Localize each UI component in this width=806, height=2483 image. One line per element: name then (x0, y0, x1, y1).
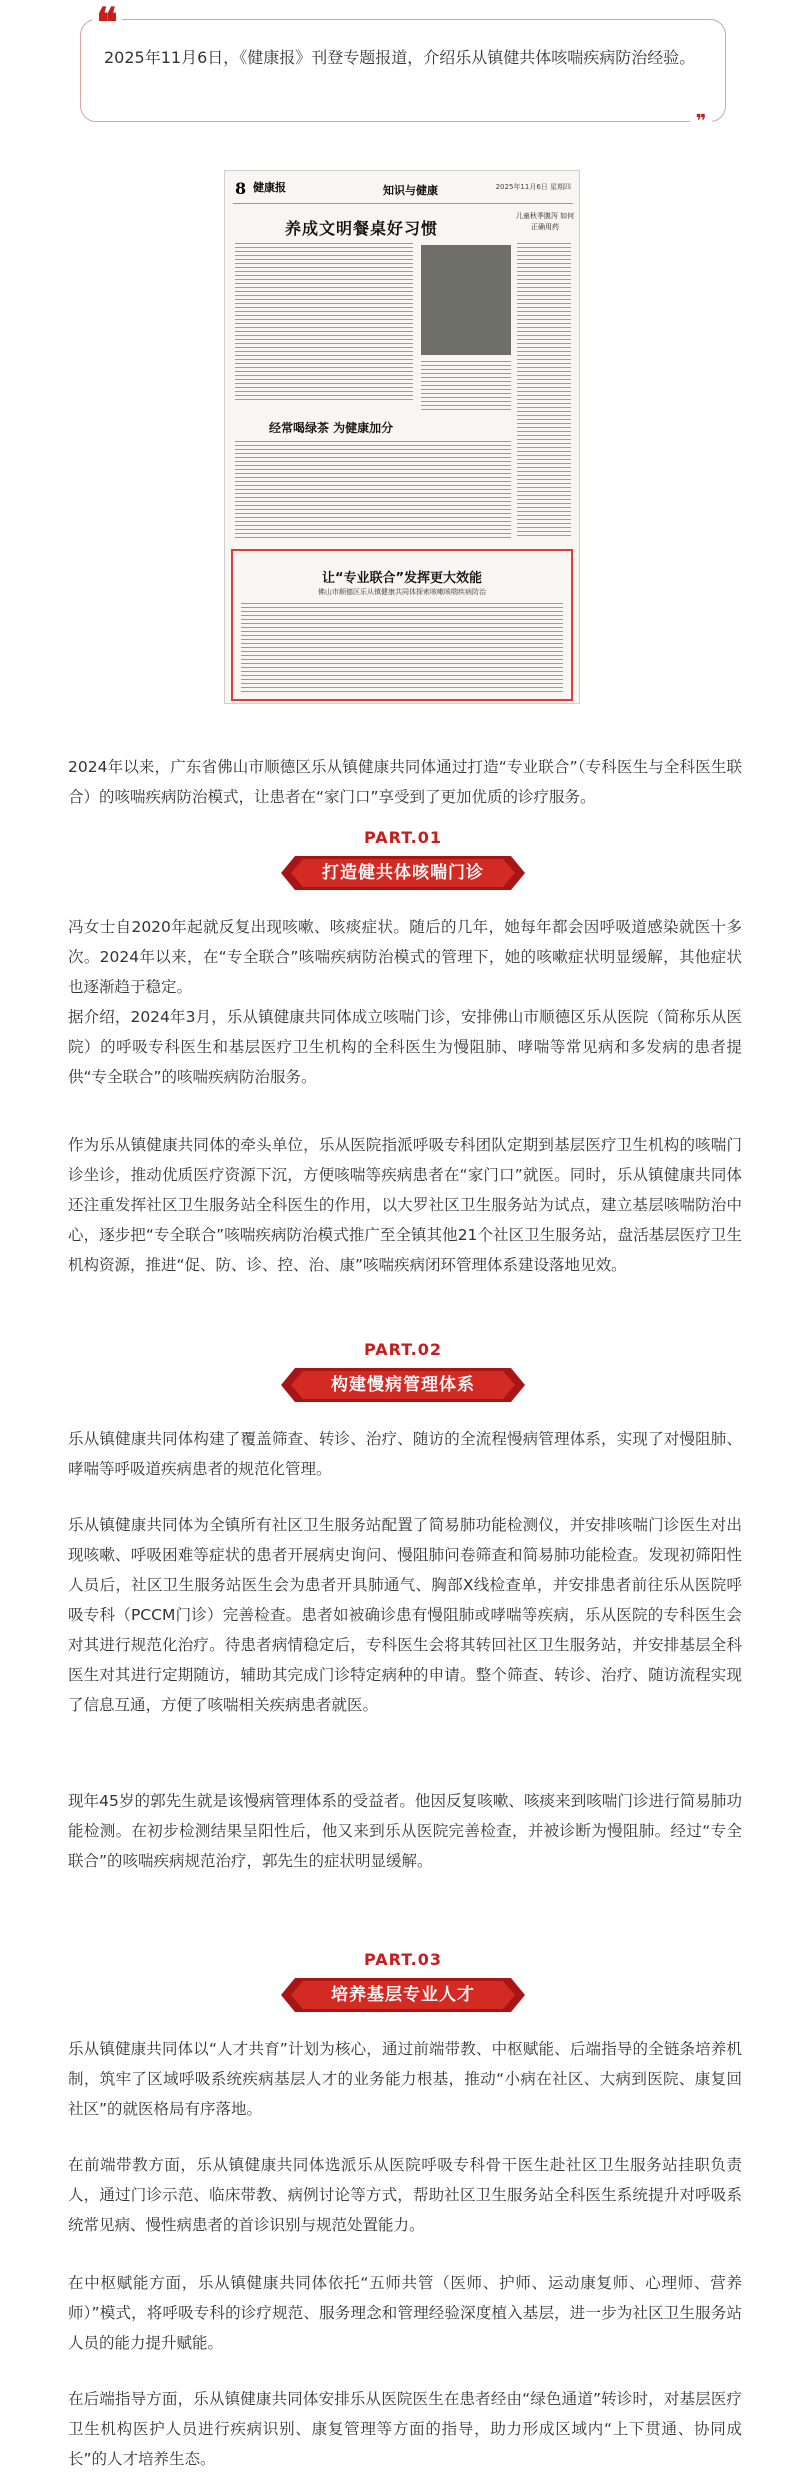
newspaper-text-block (421, 361, 511, 411)
section-paragraph: 乐从镇健康共同体构建了覆盖筛查、转诊、治疗、随访的全流程慢病管理体系，实现了对慢阻肺、哮喘等呼吸道疾病患者的规范化管理。 (68, 1430, 742, 1478)
newspaper-text-block (241, 603, 563, 695)
newspaper-headline-1: 养成文明餐桌好习惯 (285, 219, 439, 238)
newspaper-photo-caption: 公勺公筷 文明用餐 (679, 356, 703, 387)
section-paragraph: 在前端带教方面，乐从镇健康共同体选派乐从医院呼吸专科骨干医生赴社区卫生服务站挂职负责人，通过门诊示范、临床带教、病例讨论等方式，帮助社区卫生服务站全科医生系统提升对呼吸系统常见病、慢性病患者的首诊识别与规范处置能力。 (68, 2156, 742, 2234)
newspaper-side-note: 儿童秋季腹泻 如何正确用药 (515, 212, 575, 231)
quote-text: 2025年11月6日，《健康报》刊登专题报道，介绍乐从镇健共体咳喘疾病防治经验。 (104, 48, 696, 67)
newspaper-text-block (517, 243, 571, 539)
section-paragraph: 现年45岁的郭先生就是该慢病管理体系的受益者。他因反复咳嗽、咳痰来到咳喘门诊进行简易肺功能检测。在初步检测结果呈阳性后，他又来到乐从医院完善检查，并被诊断为慢阻肺。经过“专全联合”的咳喘疾病规范治疗，郭先生的症状明显缓解。 (68, 1792, 742, 1870)
section-title: 培养基层专业人才 (331, 1985, 475, 2005)
newspaper-highlight-title: 让“专业联合”发挥更大效能 (321, 571, 483, 586)
newspaper-header (233, 177, 573, 204)
section-title: 打造健共体咳喘门诊 (322, 863, 484, 883)
section-paragraph: 乐从镇健康共同体为全镇所有社区卫生服务站配置了简易肺功能检测仪，并安排咳喘门诊医生对出现咳嗽、呼吸困难等症状的患者开展病史询问、慢阻肺问卷筛查和简易肺功能检查。发现初筛阳性人员后，社区卫生服务站医生会为患者开具肺通气、胸部X线检查单，并安排患者前往乐从医院呼吸专科（PCCM门诊）完善检查。患者如被确诊患有慢阻肺或哮喘等疾病，乐从医院的专科医生会对其进行规范化治疗。待患者病情稳定后，专科医生会将其转回社区卫生服务站，并安排基层全科医生对其进行定期随访，辅助其完成门诊特定病种的申请。整个筛查、转诊、治疗、随访流程实现了信息互通，方便了咳喘相关疾病患者就医。 (68, 1516, 742, 1714)
part-label: PART.03 (363, 1950, 443, 1969)
section-paragraph: 在中枢赋能方面，乐从镇健康共同体依托“五师共管（医师、护师、运动康复师、心理师、营养师）”模式，将呼吸专科的诊疗规范、服务理念和管理经验深度植入基层，进一步为社区卫生服务站人员的能力提升赋能。 (68, 2274, 742, 2352)
section-paragraph: 冯女士自2020年起就反复出现咳嗽、咳痰症状。随后的几年，她每年都会因呼吸道感染就医十多次。2024年以来，在“专全联合”咳喘疾病防治模式的管理下，她的咳嗽症状明显缓解，其他症状也逐渐趋于稳定。 (68, 918, 742, 996)
part-label: PART.02 (363, 1340, 443, 1359)
section-paragraph: 乐从镇健康共同体以“人才共育”计划为核心，通过前端带教、中枢赋能、后端指导的全链条培养机制，筑牢了区域呼吸系统疾病基层人才的业务能力根基，推动“小病在社区、大病到医院、康复回社区”的就医格局有序落地。 (68, 2040, 742, 2118)
section-paragraph: 作为乐从镇健康共同体的牵头单位，乐从医院指派呼吸专科团队定期到基层医疗卫生机构的咳喘门诊坐诊，推动优质医疗资源下沉，方便咳喘等疾病患者在“家门口”就医。同时，乐从镇健康共同体还注重发挥社区卫生服务站全科医生的作用，以大罗社区卫生服务站为试点，建立基层咳喘防治中心，逐步把“专全联合”咳喘疾病防治模式推广至全镇其他21个社区卫生服务站，盘活基层医疗卫生机构资源，推进“促、防、诊、控、治、康”咳喘疾病闭环管理体系建设落地见效。 (68, 1136, 742, 1274)
section-title-banner (281, 850, 525, 896)
section-paragraph: 据介绍，2024年3月，乐从镇健康共同体成立咳喘门诊，安排佛山市顺德区乐从医院（简称乐从医院）的呼吸专科医生和基层医疗卫生机构的全科医生为慢阻肺、哮喘等常见病和多发病的患者提供“专全联合”的咳喘疾病防治服务。 (68, 1008, 742, 1086)
newspaper-page-number: 8 (235, 179, 247, 198)
newspaper-section-title: 知识与健康 (383, 184, 438, 197)
newspaper-headline-2: 经常喝绿茶 为健康加分 (269, 421, 394, 435)
section-title-banner (281, 1362, 525, 1408)
newspaper-masthead: 健康报 (253, 181, 286, 194)
newspaper-highlighted-article (231, 549, 573, 701)
newspaper-highlight-subtitle: 佛山市顺德区乐从镇健康共同体探索咳嗽咳喘疾病防治 (318, 588, 486, 596)
section-title: 构建慢病管理体系 (331, 1375, 475, 1395)
section-paragraph: 在后端指导方面，乐从镇健康共同体安排乐从医院医生在患者经由“绿色通道”转诊时，对基层医疗卫生机构医护人员进行疾病识别、康复管理等方面的指导，助力形成区域内“上下贯通、协同成长”的人才培养生态。 (68, 2390, 742, 2468)
newspaper-text-block (235, 243, 413, 403)
section-title-banner (281, 1972, 525, 2018)
part-label: PART.01 (363, 828, 443, 847)
newspaper-clipping-image (224, 170, 703, 704)
newspaper-date: 2025年11月6日 星期四 (495, 183, 571, 191)
newspaper-photo (421, 245, 703, 387)
newspaper-text-block (235, 441, 511, 541)
quote-close-icon: ❞ (690, 112, 712, 132)
quote-open-icon: ❝ (92, 2, 122, 30)
intro-paragraph: 2024年以来，广东省佛山市顺德区乐从镇健康共同体通过打造“专业联合”（专科医生与全科医生联合）的咳喘疾病防治模式，让患者在“家门口”享受到了更加优质的诊疗服务。 (68, 758, 742, 806)
